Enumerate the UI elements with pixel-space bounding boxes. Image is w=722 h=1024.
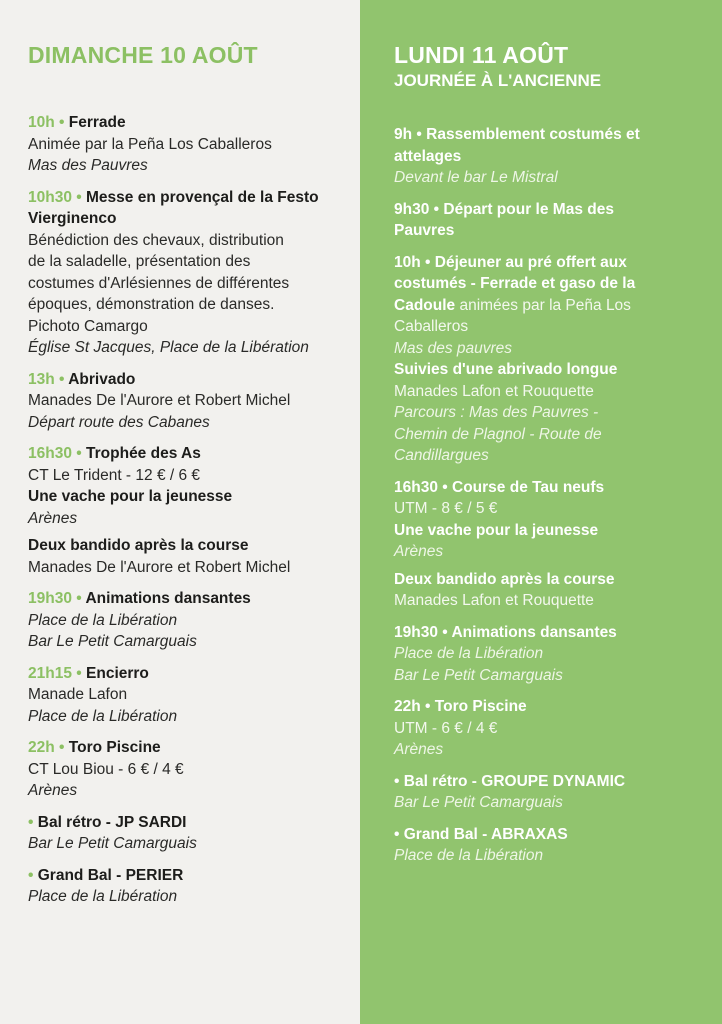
event-route: Candillargues [394, 447, 489, 464]
separator-dot: • [442, 623, 448, 641]
event-place: Mas des Pauvres [28, 157, 148, 174]
event-place: Place de la Libération [28, 611, 178, 629]
event-time: 10h30 [28, 188, 72, 206]
event-desc: Manades De l'Aurore et Robert Michel [28, 392, 291, 409]
event-time: 21h15 [28, 664, 72, 682]
event-time: 16h30 [394, 478, 438, 496]
event-desc: UTM - 8 € / 5 € [394, 500, 498, 517]
event-name: Grand Bal - PERIER [37, 866, 184, 884]
event-place: Départ route des Cabanes [28, 413, 210, 431]
separator-dot: • [59, 114, 65, 131]
separator-dot: • [59, 370, 65, 388]
event-toro-piscine [28, 737, 342, 802]
event-place: Arènes [28, 509, 78, 527]
event-grand-bal [28, 865, 342, 908]
separator-dot: • [76, 590, 82, 607]
event-place: Place de la Libération [28, 888, 178, 905]
event-time: 10h [394, 253, 421, 271]
event-time: 16h30 [28, 445, 72, 462]
bullet-dot: • [394, 825, 400, 843]
event-subtitle: Deux bandido après la course [394, 570, 615, 588]
event-trophee [28, 443, 342, 578]
event-name: Animations dansantes [451, 623, 617, 641]
event-place: Place de la Libération [28, 707, 178, 725]
event-time: 13h [28, 370, 55, 388]
event-desc-line: époques, démonstration de danses. [28, 296, 275, 313]
event-desc: UTM - 6 € / 4 € [394, 719, 498, 737]
event-place: Bar Le Petit Camarguais [394, 666, 563, 684]
event-toro-piscine [394, 696, 706, 761]
event-place: Église St Jacques, Place de la Libération [28, 339, 309, 356]
event-name: Toro Piscine [68, 739, 161, 756]
event-time: 9h [394, 126, 413, 143]
event-name-cont: attelages [394, 147, 462, 165]
separator-dot: • [425, 253, 431, 271]
event-desc: Caballeros [394, 318, 469, 335]
separator-dot: • [59, 739, 65, 756]
event-animations [28, 588, 342, 653]
event-ferrade [28, 112, 342, 177]
event-name: Grand Bal - ABRAXAS [403, 825, 568, 843]
monday-column [360, 0, 722, 1024]
event-name-cont: costumés - Ferrade et gaso de la [394, 275, 636, 292]
separator-dot: • [76, 664, 82, 682]
event-name: Ferrade [68, 114, 126, 131]
event-name: Messe en provençal de la Festo Vierginenco [28, 188, 319, 227]
event-route: Parcours : Mas des Pauvres - [394, 404, 599, 421]
event-animations [394, 622, 706, 687]
event-name-cont: Cadoule [394, 296, 456, 314]
bullet-dot: • [28, 866, 34, 884]
event-abrivado [28, 369, 342, 434]
event-time: 22h [394, 698, 421, 715]
event-time: 9h30 [394, 200, 430, 218]
event-name: Déjeuner au pré offert aux [434, 253, 627, 271]
event-desc: Manades Lafon et Rouquette [394, 382, 594, 400]
event-name: Abrivado [68, 370, 136, 388]
sunday-title: DIMANCHE 10 AOÛT [28, 42, 258, 68]
bullet-dot: • [394, 772, 400, 790]
event-desc: Manades Lafon et Rouquette [394, 592, 594, 609]
sunday-column [0, 0, 360, 1024]
separator-dot: • [433, 200, 440, 218]
event-name: Bal rétro - GROUPE DYNAMIC [403, 772, 626, 790]
event-bal-retro [28, 812, 342, 855]
event-place: Bar Le Petit Camarguais [28, 633, 197, 650]
separator-dot: • [76, 445, 82, 462]
event-place: Place de la Libération [394, 847, 544, 864]
event-place: Devant le bar Le Mistral [394, 169, 558, 186]
event-desc: Manades De l'Aurore et Robert Michel [28, 558, 291, 576]
event-place: Bar Le Petit Camarguais [28, 835, 197, 852]
event-desc: CT Lou Biou - 6 € / 4 € [28, 760, 184, 778]
event-subtitle: Deux bandido après la course [28, 537, 249, 554]
event-desc-line: Pichoto Camargo [28, 317, 148, 335]
event-rassemblement [394, 124, 706, 189]
monday-title: LUNDI 11 AOÛT [394, 42, 569, 68]
event-bal-retro [394, 771, 706, 814]
event-encierro [28, 663, 342, 728]
event-time: 19h30 [394, 623, 438, 641]
event-desc: Animée par la Peña Los Caballeros [28, 135, 272, 153]
event-place: Arènes [394, 543, 444, 560]
event-name: Animations dansantes [85, 590, 251, 607]
event-desc-line: Bénédiction des chevaux, distribution [28, 231, 284, 249]
event-name: Bal rétro - JP SARDI [37, 813, 187, 831]
event-desc-line: costumes d'Arlésiennes de différentes [28, 274, 290, 292]
event-name: Toro Piscine [434, 698, 527, 715]
separator-dot: • [416, 126, 422, 143]
event-desc: animées par la Peña Los [455, 296, 631, 314]
separator-dot: • [442, 478, 448, 496]
monday-subtitle: JOURNÉE À L'ANCIENNE [394, 71, 602, 90]
separator-dot: • [76, 188, 82, 206]
event-name: Course de Tau neufs [452, 478, 605, 496]
event-messe [28, 187, 342, 359]
event-grand-bal [394, 824, 706, 867]
event-name-cont: Pauvres [394, 222, 455, 239]
event-desc-line: de la saladelle, présentation des [28, 253, 251, 270]
event-desc: CT Le Trident - 12 € / 6 € [28, 466, 201, 484]
event-course [394, 477, 706, 612]
separator-dot: • [425, 698, 431, 715]
monday-events [394, 124, 706, 867]
event-route: Chemin de Plagnol - Route de [394, 425, 602, 443]
event-place: Bar Le Petit Camarguais [394, 794, 563, 811]
bullet-dot: • [28, 813, 34, 831]
event-desc: Manade Lafon [28, 686, 128, 703]
event-time: 19h30 [28, 590, 72, 607]
event-place: Arènes [394, 741, 444, 758]
event-time: 22h [28, 739, 55, 756]
event-place: Mas des pauvres [394, 339, 513, 357]
event-place: Place de la Libération [394, 645, 544, 662]
event-name: Encierro [86, 664, 149, 682]
event-dejeuner [394, 252, 706, 467]
event-subtitle: Une vache pour la jeunesse [28, 488, 233, 505]
event-name: Rassemblement costumés et [426, 126, 640, 143]
event-time: 10h [28, 114, 55, 131]
event-name: Départ pour le Mas des [443, 200, 614, 218]
event-name: Trophée des As [86, 445, 201, 462]
event-depart [394, 199, 706, 242]
event-subtitle: Une vache pour la jeunesse [394, 521, 599, 539]
event-place: Arènes [28, 782, 78, 799]
sunday-events [28, 112, 342, 908]
event-subtitle: Suivies d'une abrivado longue [394, 361, 618, 378]
